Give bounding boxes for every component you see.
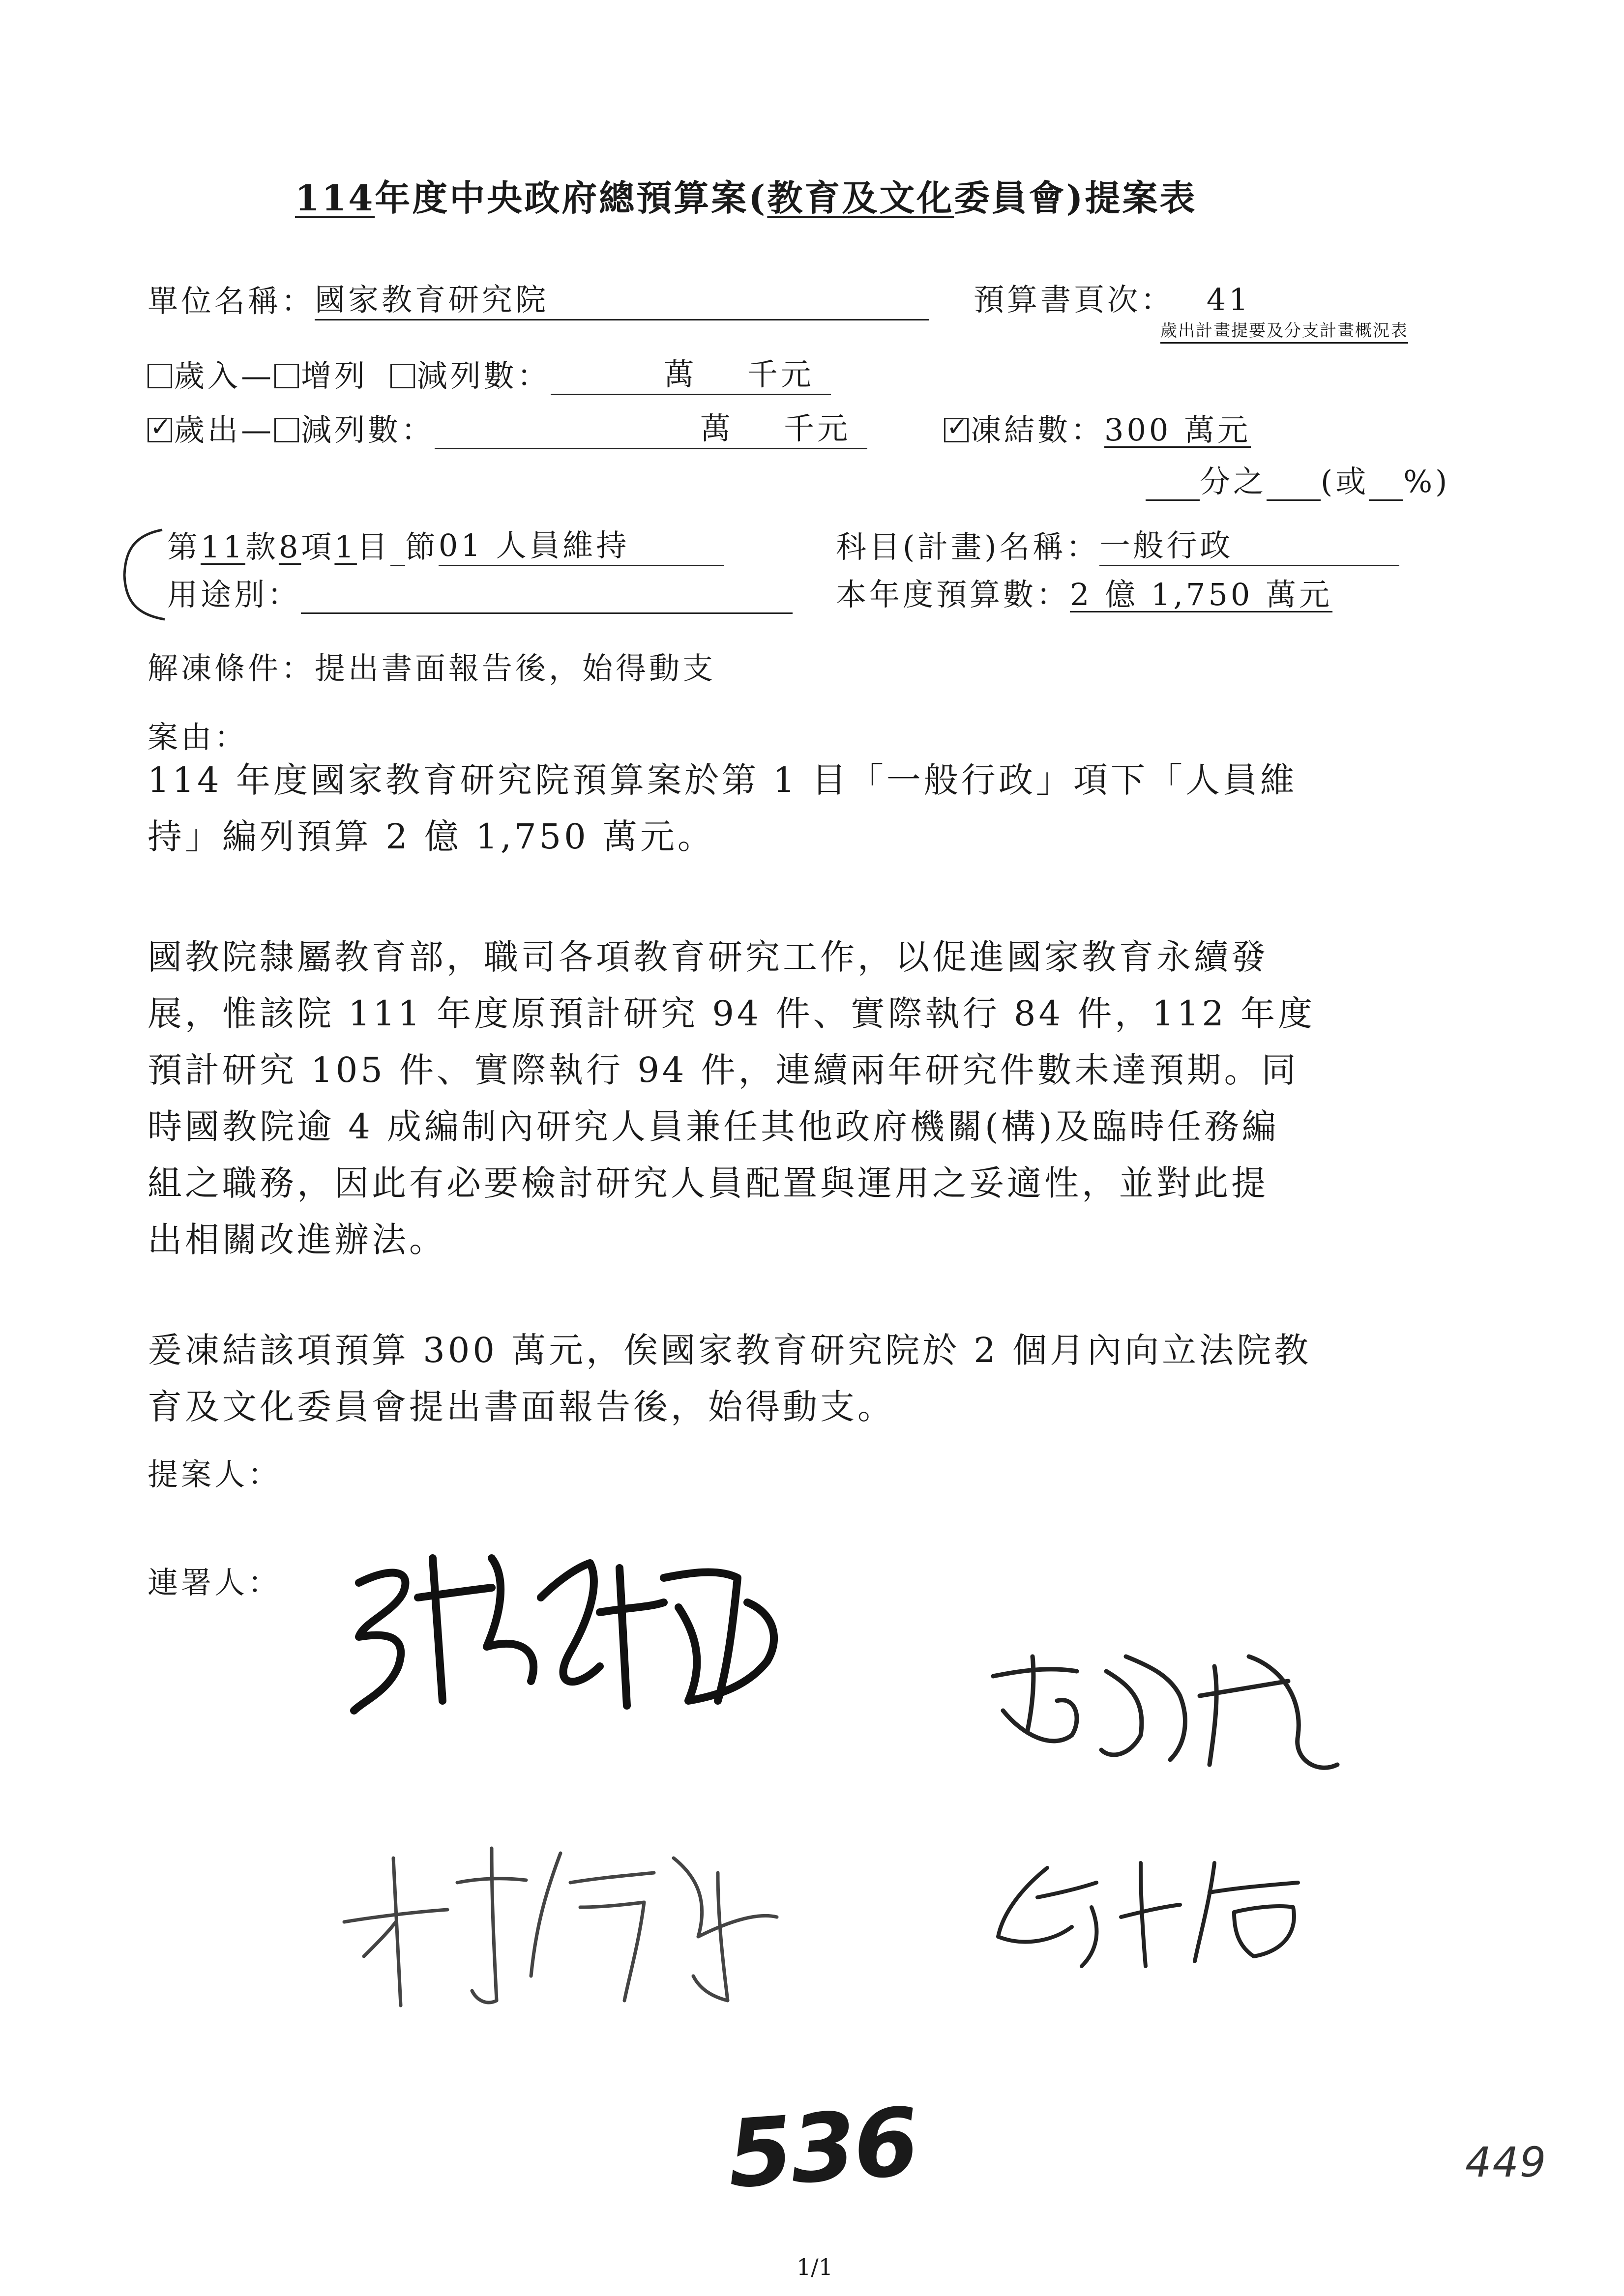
item-jie-field: [439, 521, 724, 566]
paragraph-3-line: 爰凍結該項預算 300 萬元，俟國家教育研究院於 2 個月內向立法院教: [148, 1330, 1312, 1370]
paragraph-1: [148, 752, 1298, 865]
handwritten-corner-number: 449: [1465, 2138, 1547, 2186]
budget-row: [836, 570, 1332, 614]
expense-qian: 千元: [784, 410, 851, 446]
revenue-wan: 萬: [663, 356, 697, 392]
paragraph-1-line: 114 年度國家教育研究院預算案於第 1 目「一般行政」項下「人員維: [148, 760, 1298, 800]
subject-field: [1099, 521, 1399, 566]
freeze-label: 凍結數：: [971, 412, 1105, 448]
page-ref-note: 歲出計畫提要及分支計畫概況表: [1160, 321, 1408, 341]
title-pre: 年度中央政府總預算案(: [375, 177, 768, 219]
item-row: [167, 521, 724, 566]
handwritten-number: 536: [724, 2087, 920, 2209]
fraction-blank-1: [1146, 470, 1200, 501]
item-blank: [390, 535, 405, 566]
revenue-label: 歲入—: [174, 358, 275, 394]
paragraph-2-line: 時國教院逾 4 成編制內研究人員兼任其他政府機關(構)及臨時任務編: [148, 1106, 1279, 1147]
expense-reduce-checkbox: [274, 418, 299, 442]
freeze-value: 300 萬元: [1104, 412, 1251, 448]
item-mu-label: 目: [356, 529, 390, 565]
signature-3: [334, 1829, 826, 2015]
fraction-blank-2: [1267, 470, 1321, 501]
subject-label: 科目(計畫)名稱：: [836, 529, 1100, 565]
paragraph-3: [148, 1322, 1311, 1435]
freeze-row: [944, 406, 1251, 449]
unfreeze-condition: 解凍條件：提出書面報告後，始得動支: [148, 650, 716, 686]
signature-2: [983, 1637, 1357, 1784]
fraction-part2: (或: [1321, 464, 1369, 499]
revenue-amount-field: [551, 356, 831, 395]
item-jie-label: 節: [405, 529, 439, 565]
paragraph-2-line: 展，惟該院 111 年度原預計研究 94 件、實際執行 84 件，112 年度: [148, 993, 1316, 1034]
revenue-row: [148, 351, 831, 395]
revenue-reduce-checkbox: [390, 364, 415, 388]
page-ref-value: 41: [1206, 282, 1251, 318]
revenue-add-checkbox: [274, 364, 299, 388]
reason-label: 案由：: [148, 719, 248, 755]
unit-row: [148, 275, 929, 320]
paragraph-1-line: 持」編列預算 2 億 1,750 萬元。: [148, 816, 715, 857]
paragraph-2-line: 出相關改進辦法。: [148, 1220, 446, 1260]
usage-field: [301, 583, 793, 614]
page-ref-label: 預算書頁次：: [974, 282, 1175, 318]
item-kuan-label: 款: [245, 529, 279, 565]
fraction-part3: %): [1403, 464, 1450, 499]
cosigner-label: 連署人：: [148, 1565, 282, 1600]
item-xiang-label: 項: [301, 529, 335, 565]
item-xiang: 8: [278, 529, 301, 565]
budget-label: 本年度預算數：: [836, 577, 1070, 612]
expense-reduce-label: 減列數：: [301, 412, 435, 448]
item-di: 第: [167, 529, 201, 565]
title-post: 委員會)提案表: [954, 177, 1197, 219]
expense-amount-field: [435, 410, 867, 449]
fraction-blank-3: [1369, 470, 1403, 501]
title-committee: 教育及文化: [767, 177, 954, 219]
paragraph-3-line: 育及文化委員會提出書面報告後，始得動支。: [148, 1387, 895, 1427]
paragraph-2: [148, 929, 1315, 1268]
expense-row: [148, 406, 867, 449]
revenue-qian: 千元: [747, 356, 814, 392]
subject-value: 一般行政: [1099, 527, 1234, 563]
footer-page-number: 1/1: [797, 2254, 833, 2280]
paragraph-2-line: 國教院隸屬教育部，職司各項教育研究工作，以促進國家教育永續發: [148, 937, 1269, 977]
budget-value: 2 億 1,750 萬元: [1070, 577, 1333, 612]
subject-row: [836, 521, 1399, 566]
revenue-reduce-label: 減列數：: [416, 358, 551, 394]
fraction-part1: 分之: [1200, 464, 1267, 499]
paragraph-2-line: 預計研究 105 件、實際執行 94 件，連續兩年研究件數未達預期。同: [148, 1050, 1299, 1090]
item-bracket: [111, 526, 170, 624]
usage-label: 用途別：: [167, 577, 301, 612]
signature-1: [344, 1539, 811, 1725]
paragraph-2-line: 組之職務，因此有必要檢討研究人員配置與運用之妥適性，並對此提: [148, 1163, 1269, 1203]
proposer-label: 提案人：: [148, 1456, 282, 1492]
expense-checkbox: [148, 418, 172, 442]
item-jie: 01 人員維持: [438, 527, 630, 563]
unit-field: [315, 275, 929, 320]
page-ref: [974, 275, 1251, 319]
revenue-checkbox: [148, 364, 172, 388]
unit-value: 國家教育研究院: [315, 282, 549, 318]
unit-label: 單位名稱：: [148, 283, 315, 319]
item-kuan: 11: [201, 529, 245, 565]
usage-row: [167, 570, 793, 614]
fraction-row: [1146, 457, 1450, 501]
signature-4: [978, 1838, 1332, 1976]
revenue-add-label: 增列: [301, 358, 368, 394]
freeze-checkbox: [944, 418, 969, 442]
form-title: [295, 170, 1197, 221]
title-year: 114: [295, 177, 375, 219]
expense-label: 歲出—: [174, 412, 275, 448]
item-mu: 1: [334, 529, 357, 565]
expense-wan: 萬: [700, 410, 734, 446]
